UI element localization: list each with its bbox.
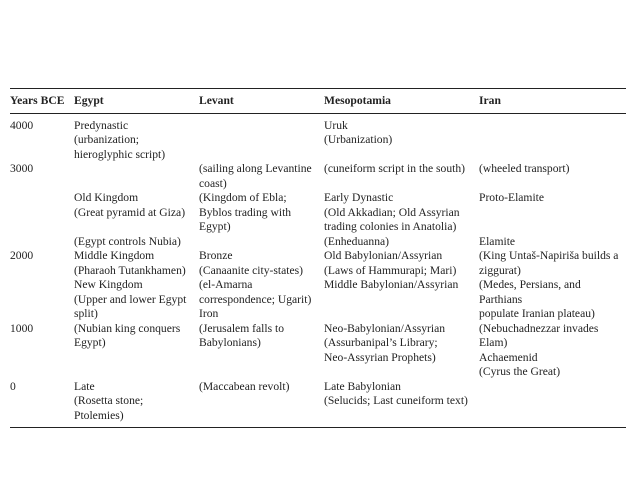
- cell-mesopotamia: Late Babylonian (Selucids; Last cuneiform text): [324, 379, 468, 407]
- table-row: [10, 380, 626, 428]
- cell-iran: Elamite: [479, 234, 516, 248]
- table-row: [10, 322, 626, 380]
- cell-egypt: Late (Rosetta stone; Ptolemies): [74, 379, 144, 422]
- table-row: [10, 113, 626, 162]
- cell-mesopotamia: Uruk (Urbanization): [324, 118, 393, 146]
- cell-iran: (Medes, Persians, and Parthians populate Iranian plateau): [479, 278, 595, 320]
- cell-mesopotamia: (cuneiform script in the south): [324, 162, 466, 175]
- cell-years: [10, 278, 74, 322]
- chronology-table: [10, 88, 626, 428]
- cell-mesopotamia: Early Dynastic (Old Akkadian; Old Assyrian trading colonies in Anatolia): [324, 191, 460, 233]
- cell-iran: (wheeled transport): [479, 162, 570, 175]
- cell-levant: [199, 235, 324, 250]
- cell-years: 4000: [10, 118, 34, 132]
- cell-years: 1000: [10, 321, 34, 335]
- cell-years: 3000: [10, 162, 34, 175]
- cell-egypt: Middle Kingdom (Pharaoh Tutankhamen): [74, 249, 186, 277]
- cell-years: 2000: [10, 249, 34, 262]
- table-body: [10, 113, 626, 428]
- cell-levant: (el-Amarna correspondence; Ugarit) Iron: [199, 278, 312, 320]
- cell-levant: (Maccabean revolt): [199, 379, 290, 393]
- cell-iran: [479, 380, 626, 428]
- table-row: [10, 162, 626, 191]
- cell-levant: (sailing along Levantine coast): [199, 162, 312, 190]
- table-header: [10, 89, 626, 114]
- header-mesopotamia: Mesopotamia: [324, 94, 391, 107]
- table-row: [10, 191, 626, 235]
- cell-years: 0: [10, 379, 16, 393]
- cell-levant: [199, 113, 324, 162]
- cell-levant: (Kingdom of Ebla; Byblos trading with Egypt): [199, 191, 292, 233]
- table-row: [10, 249, 626, 278]
- cell-years: [10, 191, 74, 235]
- cell-egypt: (Nubian king conquers Egypt): [74, 321, 181, 349]
- cell-levant: (Jerusalem falls to Babylonians): [199, 321, 284, 349]
- header-iran: Iran: [479, 94, 501, 107]
- cell-egypt: [74, 162, 199, 191]
- cell-egypt: New Kingdom (Upper and lower Egypt split): [74, 278, 187, 320]
- cell-iran: (Nebuchadnezzar invades Elam) Achaemenid (Cyrus the Great): [479, 321, 599, 378]
- cell-mesopotamia: (Enheduanna): [324, 234, 390, 248]
- cell-levant: Bronze (Canaanite city-states): [199, 249, 303, 277]
- cell-egypt: Old Kingdom (Great pyramid at Giza): [74, 191, 186, 219]
- header-row: [10, 89, 626, 114]
- cell-mesopotamia: Old Babylonian/Assyrian (Laws of Hammurapi; Mari): [324, 249, 457, 277]
- cell-mesopotamia: Neo-Babylonian/Assyrian (Assurbanipal’s Library; Neo-Assyrian Prophets): [324, 321, 446, 364]
- chronology-table-container: [10, 88, 626, 428]
- header-years-bce: Years BCE: [10, 94, 65, 107]
- header-egypt: Egypt: [74, 94, 104, 107]
- cell-iran: [479, 113, 626, 162]
- table-row: [10, 278, 626, 322]
- cell-years: [10, 235, 74, 250]
- cell-egypt: (Egypt controls Nubia): [74, 234, 181, 248]
- cell-iran: (King Untaš-Napiriša builds a ziggurat): [479, 249, 619, 277]
- cell-egypt: Predynastic (urbanization; hieroglyphic script): [74, 118, 166, 161]
- cell-mesopotamia: Middle Babylonian/Assyrian: [324, 278, 459, 291]
- header-levant: Levant: [199, 94, 234, 107]
- table-row: [10, 235, 626, 250]
- cell-iran: Proto-Elamite: [479, 191, 545, 204]
